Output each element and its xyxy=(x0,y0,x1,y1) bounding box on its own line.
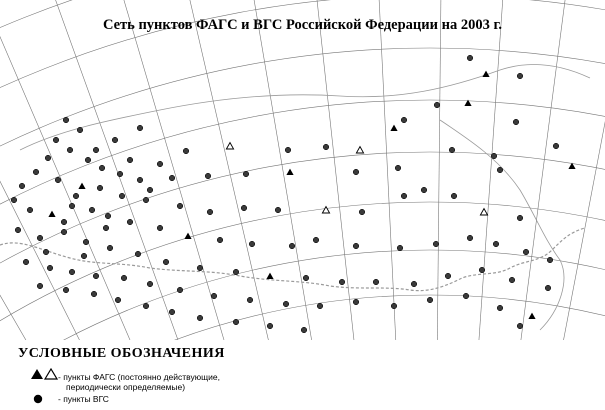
vgs-point xyxy=(63,117,69,123)
parallel-line xyxy=(0,250,605,340)
legend-fags-symbols xyxy=(30,367,58,385)
vgs-point xyxy=(127,219,133,225)
vgs-point xyxy=(339,279,345,285)
meridian-line xyxy=(0,38,45,340)
fags-permanent-point xyxy=(184,233,191,239)
meridian-line xyxy=(0,0,154,340)
vgs-point xyxy=(147,281,153,287)
vgs-point xyxy=(317,303,323,309)
vgs-point xyxy=(395,165,401,171)
vgs-point xyxy=(233,269,239,275)
parallel-line xyxy=(0,48,605,340)
vgs-point xyxy=(411,281,417,287)
vgs-point xyxy=(517,215,523,221)
state-border xyxy=(0,228,585,291)
fags-periodic-point xyxy=(356,147,363,153)
vgs-point xyxy=(45,155,51,161)
meridian-line xyxy=(91,0,232,340)
meridian-line xyxy=(0,79,11,340)
vgs-point xyxy=(143,303,149,309)
vgs-point xyxy=(81,253,87,259)
vgs-point xyxy=(207,209,213,215)
fags-periodic-point xyxy=(322,207,329,213)
vgs-point xyxy=(283,301,289,307)
vgs-point xyxy=(137,177,143,183)
legend-vgs-label: - пункты ВГС xyxy=(58,394,109,404)
map-title: Сеть пунктов ФАГС и ВГС Российской Федерации на 2003 г. xyxy=(102,17,503,33)
vgs-point xyxy=(313,237,319,243)
legend-fags-label: - пункты ФАГС (постоянно действующие, xyxy=(58,372,220,382)
vgs-point xyxy=(177,203,183,209)
vgs-point xyxy=(37,235,43,241)
vgs-point xyxy=(85,157,91,163)
vgs-point xyxy=(53,137,59,143)
vgs-point xyxy=(23,259,29,265)
vgs-point xyxy=(61,229,67,235)
vgs-point xyxy=(177,287,183,293)
meridian-line xyxy=(520,0,584,340)
vgs-point xyxy=(479,267,485,273)
vgs-point xyxy=(105,213,111,219)
vgs-point xyxy=(391,303,397,309)
vgs-point xyxy=(241,205,247,211)
vgs-point xyxy=(545,285,551,291)
parallel-line xyxy=(0,100,605,340)
meridian-line xyxy=(230,0,313,340)
vgs-point xyxy=(91,291,97,297)
vgs-point xyxy=(135,251,141,257)
vgs-point xyxy=(55,177,61,183)
open-triangle-icon xyxy=(45,369,57,379)
vgs-point xyxy=(353,299,359,305)
vgs-point xyxy=(119,193,125,199)
vgs-point xyxy=(157,161,163,167)
fags-permanent-point xyxy=(266,273,273,279)
vgs-point xyxy=(509,277,515,283)
vgs-point xyxy=(27,207,33,213)
vgs-point xyxy=(169,309,175,315)
parallel-line xyxy=(0,152,605,340)
vgs-point xyxy=(97,185,103,191)
vgs-point xyxy=(353,243,359,249)
vgs-point xyxy=(513,119,519,125)
vgs-point xyxy=(37,283,43,289)
vgs-point xyxy=(217,237,223,243)
fags-permanent-point xyxy=(286,169,293,175)
meridian-line xyxy=(300,0,354,340)
filled-triangle-icon xyxy=(31,369,43,379)
fags-permanent-point xyxy=(78,183,85,189)
station-points xyxy=(11,55,575,333)
vgs-point xyxy=(463,293,469,299)
vgs-point xyxy=(421,187,427,193)
vgs-point xyxy=(243,171,249,177)
vgs-point xyxy=(497,167,503,173)
filled-circle-icon xyxy=(34,395,42,403)
vgs-point xyxy=(205,173,211,179)
vgs-point xyxy=(275,207,281,213)
vgs-point xyxy=(467,235,473,241)
vgs-point xyxy=(211,293,217,299)
vgs-point xyxy=(163,259,169,265)
vgs-point xyxy=(491,153,497,159)
vgs-point xyxy=(61,219,67,225)
vgs-point xyxy=(89,207,95,213)
vgs-point xyxy=(547,257,553,263)
vgs-point xyxy=(233,319,239,325)
vgs-point xyxy=(267,323,273,329)
fags-periodic-point xyxy=(226,143,233,149)
vgs-point xyxy=(103,225,109,231)
vgs-point xyxy=(19,183,25,189)
meridian-line xyxy=(437,0,442,340)
vgs-point xyxy=(107,245,113,251)
vgs-point xyxy=(433,241,439,247)
vgs-point xyxy=(15,227,21,233)
vgs-point xyxy=(43,249,49,255)
vgs-point xyxy=(523,249,529,255)
vgs-point xyxy=(467,55,473,61)
vgs-point xyxy=(112,137,118,143)
vgs-point xyxy=(121,275,127,281)
parallel-line xyxy=(0,202,605,340)
fags-periodic-point xyxy=(480,209,487,215)
vgs-point xyxy=(69,203,75,209)
legend-vgs-symbol xyxy=(30,392,44,410)
coastline xyxy=(20,64,590,150)
vgs-point xyxy=(147,187,153,193)
vgs-point xyxy=(427,297,433,303)
legend-heading: УСЛОВНЫЕ ОБОЗНАЧЕНИЯ xyxy=(18,346,225,361)
vgs-point xyxy=(99,165,105,171)
vgs-point xyxy=(137,125,143,131)
vgs-point xyxy=(401,117,407,123)
legend-fags-label-2: периодически определяемые) xyxy=(66,382,186,392)
vgs-point xyxy=(143,197,149,203)
vgs-point xyxy=(247,297,253,303)
meridian-line xyxy=(160,0,272,340)
vgs-point xyxy=(73,193,79,199)
vgs-point xyxy=(303,275,309,281)
vgs-point xyxy=(517,323,523,329)
fags-permanent-point xyxy=(528,313,535,319)
vgs-point xyxy=(397,245,403,251)
vgs-point xyxy=(117,171,123,177)
vgs-point xyxy=(93,273,99,279)
vgs-point xyxy=(359,209,365,215)
vgs-point xyxy=(67,147,73,153)
vgs-point xyxy=(77,127,83,133)
fags-permanent-point xyxy=(48,211,55,217)
vgs-point xyxy=(449,147,455,153)
meridian-line xyxy=(371,0,395,340)
vgs-point xyxy=(517,73,523,79)
fags-permanent-point xyxy=(390,125,397,131)
vgs-point xyxy=(493,241,499,247)
parallel-line xyxy=(0,295,605,340)
vgs-point xyxy=(63,287,69,293)
vgs-point xyxy=(401,193,407,199)
vgs-point xyxy=(497,305,503,311)
vgs-point xyxy=(169,175,175,181)
vgs-point xyxy=(183,148,189,154)
vgs-point xyxy=(115,297,121,303)
vgs-point xyxy=(11,197,17,203)
vgs-point xyxy=(197,315,203,321)
vgs-point xyxy=(289,243,295,249)
borders xyxy=(0,64,590,330)
vgs-point xyxy=(323,144,329,150)
vgs-point xyxy=(553,143,559,149)
vgs-point xyxy=(434,102,440,108)
vgs-point xyxy=(83,239,89,245)
vgs-point xyxy=(127,157,133,163)
vgs-point xyxy=(249,241,255,247)
vgs-point xyxy=(197,265,203,271)
vgs-point xyxy=(373,279,379,285)
vgs-point xyxy=(157,225,163,231)
vgs-point xyxy=(301,327,307,333)
vgs-point xyxy=(285,147,291,153)
vgs-point xyxy=(47,265,53,271)
vgs-point xyxy=(33,169,39,175)
vgs-point xyxy=(69,269,75,275)
vgs-point xyxy=(93,147,99,153)
vgs-point xyxy=(451,193,457,199)
vgs-point xyxy=(353,169,359,175)
vgs-point xyxy=(445,273,451,279)
meridian-line xyxy=(561,0,605,340)
